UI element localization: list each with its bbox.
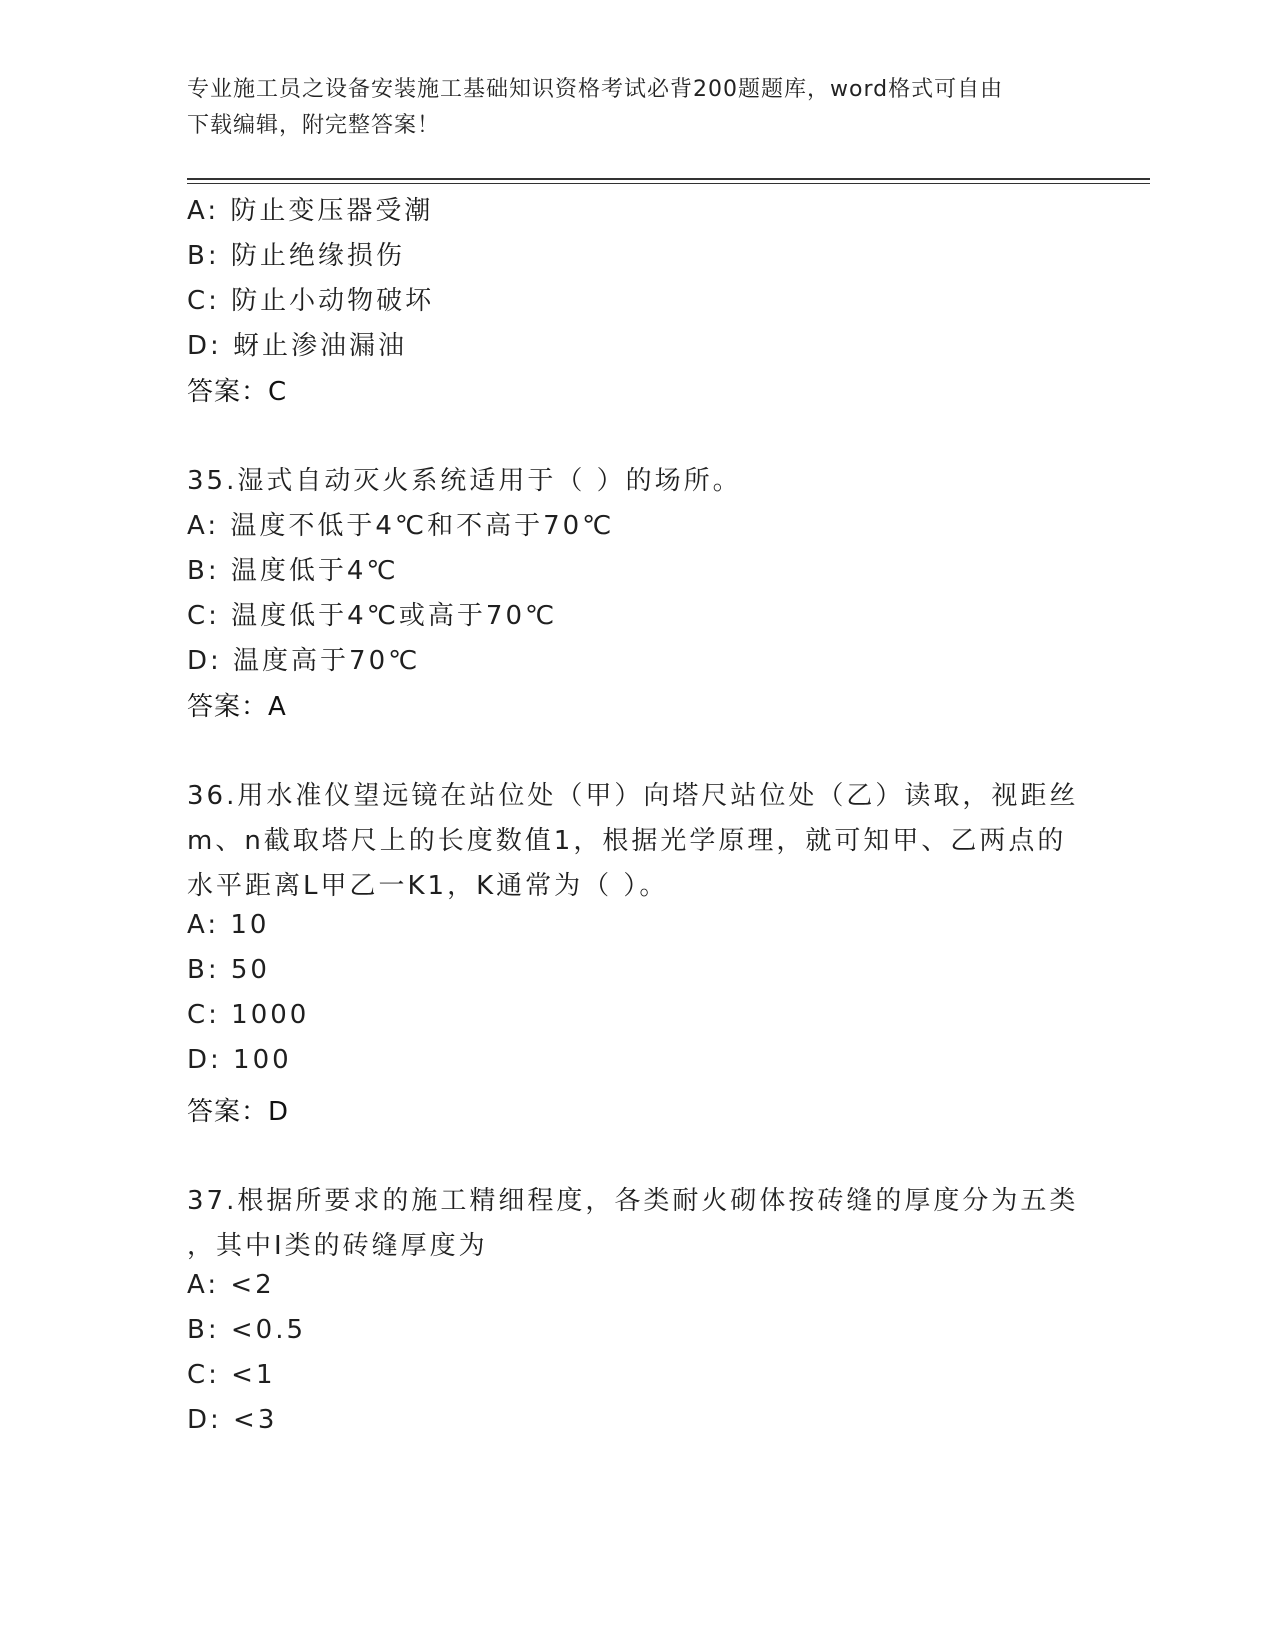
document-header bbox=[187, 72, 1067, 144]
q37-option-c: C: <1 bbox=[187, 1360, 276, 1390]
q36-answer: 答案：D bbox=[187, 1097, 290, 1127]
q37-stem-line-1: 37.根据所要求的施工精细程度，各类耐火砌体按砖缝的厚度分为五类 bbox=[187, 1186, 1079, 1216]
q35-option-c: C: 温度低于4℃或高于70℃ bbox=[187, 601, 558, 631]
q36-option-c: C: 1000 bbox=[187, 1000, 310, 1030]
header-rule-thin bbox=[187, 183, 1150, 184]
q36-option-b: B: 50 bbox=[187, 955, 270, 985]
q36-option-d: D: 100 bbox=[187, 1045, 292, 1075]
q37-option-b: B: <0.5 bbox=[187, 1315, 306, 1345]
q36-option-a: A: 10 bbox=[187, 910, 270, 940]
q37-stem-line-2: ，其中I类的砖缝厚度为 bbox=[187, 1231, 488, 1261]
q37-option-d: D: <3 bbox=[187, 1405, 278, 1435]
header-rule-thick bbox=[187, 178, 1150, 180]
q36-stem-line-2: m、n截取塔尺上的长度数值1，根据光学原理，就可知甲、乙两点的 bbox=[187, 826, 1067, 856]
header-line-2: 下载编辑，附完整答案！ bbox=[187, 113, 441, 138]
q34-option-b: B: 防止绝缘损伤 bbox=[187, 241, 405, 271]
q36-stem-line-3: 水平距离L甲乙一K1，K通常为（ ）。 bbox=[187, 871, 669, 901]
q34-option-c: C: 防止小动物破坏 bbox=[187, 286, 435, 316]
q34-option-d: D: 蚜止渗油漏油 bbox=[187, 331, 408, 361]
q35-option-b: B: 温度低于4℃ bbox=[187, 556, 399, 586]
q36-stem-line-1: 36.用水准仪望远镜在站位处（甲）向塔尺站位处（乙）读取，视距丝 bbox=[187, 781, 1079, 811]
header-line-1: 专业施工员之设备安装施工基础知识资格考试必背200题题库，word格式可自由 bbox=[187, 77, 1004, 102]
q35-stem-line-1: 35.湿式自动灭火系统适用于（ ）的场所。 bbox=[187, 466, 742, 496]
q35-option-a: A: 温度不低于4℃和不高于70℃ bbox=[187, 511, 615, 541]
q34-option-a: A: 防止变压器受潮 bbox=[187, 196, 434, 226]
q37-option-a: A: <2 bbox=[187, 1270, 275, 1300]
q35-option-d: D: 温度高于70℃ bbox=[187, 646, 421, 676]
q35-answer: 答案：A bbox=[187, 692, 287, 722]
q34-answer: 答案：C bbox=[187, 377, 288, 407]
